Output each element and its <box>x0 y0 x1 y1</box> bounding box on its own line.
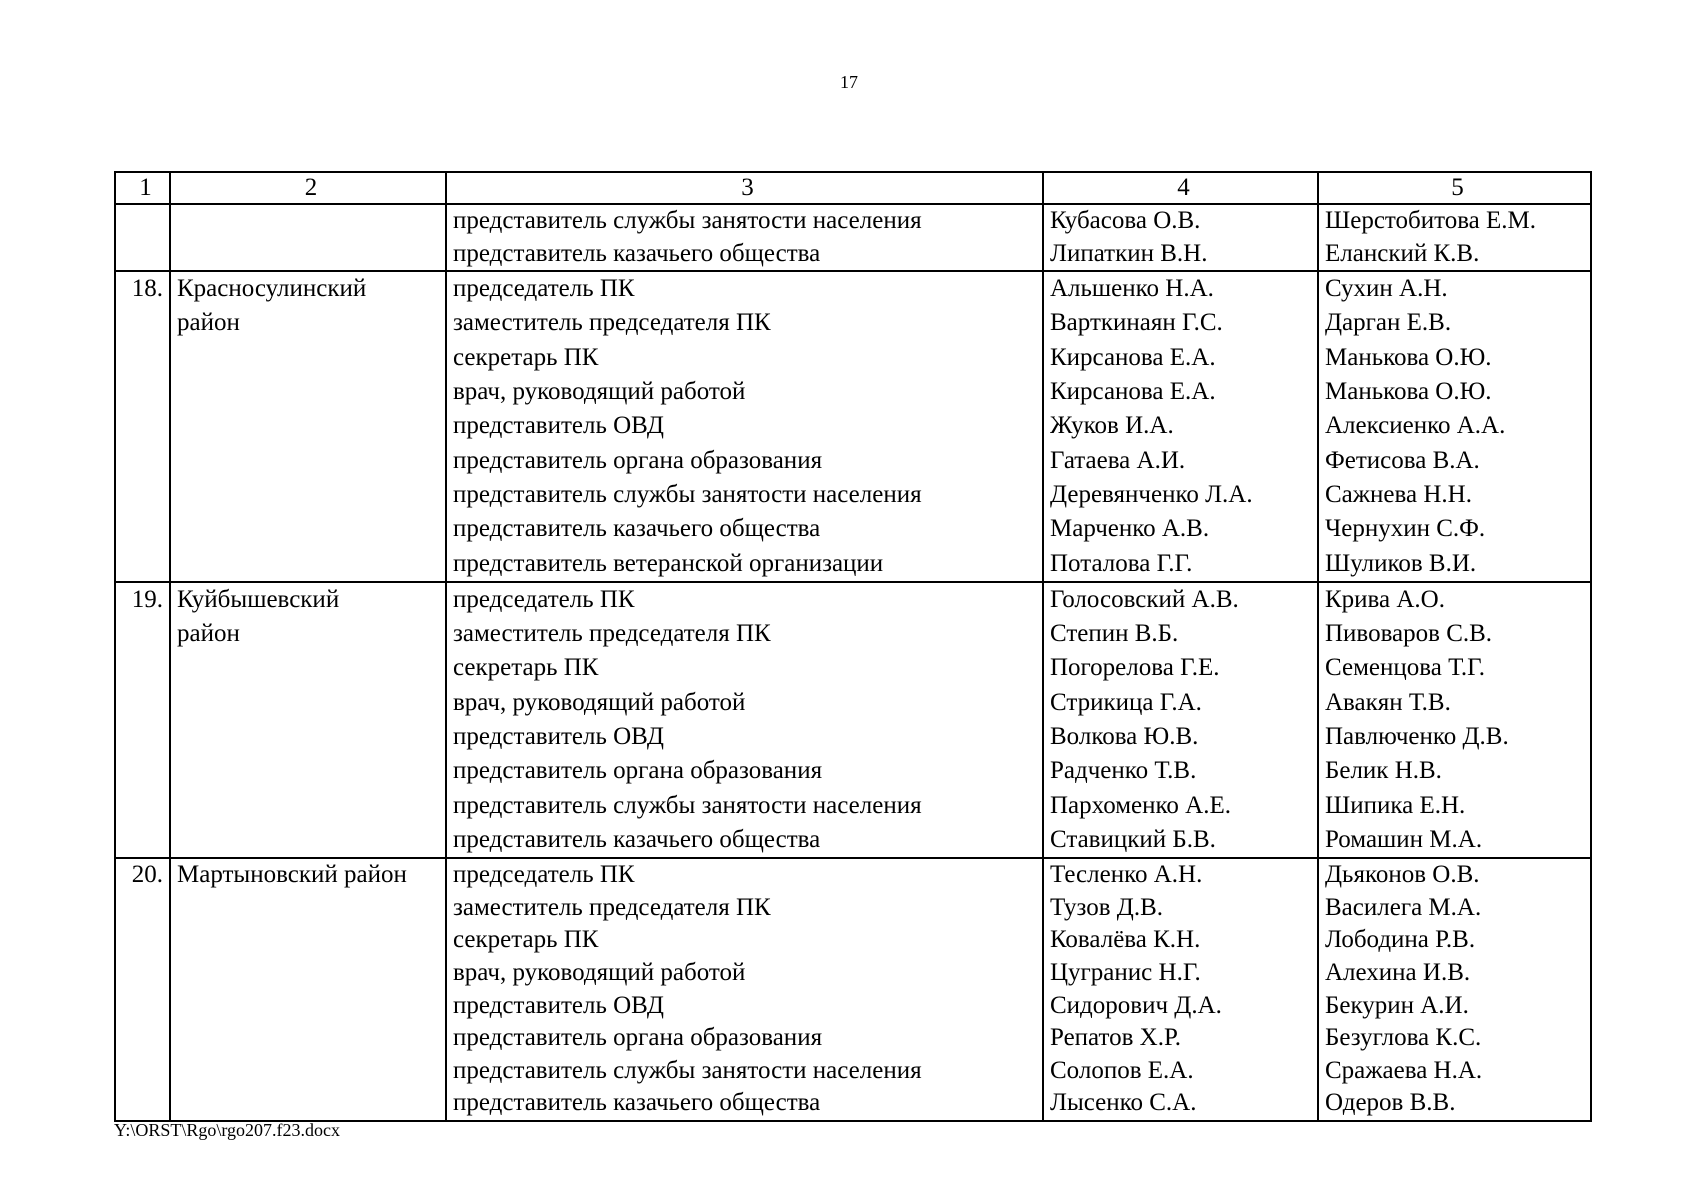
table-row-section-18 <box>115 271 1591 582</box>
column-header-3: 3 <box>446 172 1043 204</box>
roles-cell <box>446 271 1043 582</box>
role-line: заместитель председателя ПК <box>453 620 771 648</box>
reserve-line: Сражаева Н.А. <box>1325 1056 1483 1084</box>
district-line: Мартыновский район <box>177 861 407 889</box>
role-line: врач, руководящий работой <box>453 688 746 716</box>
role-line: председатель ПК <box>453 861 635 889</box>
member-line: Кубасова О.В. <box>1050 207 1201 234</box>
role-line: представитель казачьего общества <box>453 515 821 543</box>
member-line: Кирсанова Е.А. <box>1050 343 1216 371</box>
district-line: район <box>177 620 240 648</box>
reserve-line: Пивоваров С.В. <box>1325 620 1493 648</box>
members-cell <box>1043 271 1318 582</box>
member-line: Липаткин В.Н. <box>1050 239 1208 267</box>
reserves-cell <box>1318 858 1591 1121</box>
district-cell <box>170 858 446 1121</box>
district-cell <box>170 582 446 858</box>
role-line: представитель казачьего общества <box>453 239 821 267</box>
role-line: представитель ОВД <box>453 412 664 440</box>
reserve-line: Сухин А.Н. <box>1325 275 1448 303</box>
reserve-line: Алексиенко А.А. <box>1325 412 1506 440</box>
member-line: Погорелова Г.Е. <box>1050 654 1220 682</box>
reserve-line: Дьяконов О.В. <box>1325 861 1480 889</box>
role-line: представитель ОВД <box>453 723 664 751</box>
member-line: Тесленко А.Н. <box>1050 861 1203 889</box>
role-line: представитель органа образования <box>453 1024 823 1052</box>
reserve-line: Манькова О.Ю. <box>1325 343 1492 371</box>
member-line: Тузов Д.В. <box>1050 893 1164 921</box>
reserve-line: Ромашин М.А. <box>1325 825 1483 853</box>
reserve-line: Лободина Р.В. <box>1325 926 1476 954</box>
column-header-1: 1 <box>115 172 170 204</box>
column-header-2: 2 <box>170 172 446 204</box>
role-line: председатель ПК <box>453 585 635 613</box>
role-line: врач, руководящий работой <box>453 378 746 406</box>
member-line: Радченко Т.В. <box>1050 757 1197 785</box>
member-line: Ставицкий Б.В. <box>1050 825 1216 853</box>
table-row-section-19 <box>115 582 1591 858</box>
role-line: представитель казачьего общества <box>453 825 821 853</box>
row-number-cell: 19. <box>115 582 170 858</box>
member-line: Голосовский А.В. <box>1050 585 1239 613</box>
committee-table <box>114 171 1592 1122</box>
role-line: представитель службы занятости населения <box>453 207 922 234</box>
reserve-line: Безуглова К.С. <box>1325 1024 1482 1052</box>
row-number-cell <box>115 204 170 271</box>
reserve-line: Шерстобитова Е.М. <box>1325 207 1537 234</box>
member-line: Стрикица Г.А. <box>1050 688 1202 716</box>
district-cell <box>170 271 446 582</box>
member-line: Поталова Г.Г. <box>1050 549 1193 577</box>
member-line: Волкова Ю.В. <box>1050 723 1199 751</box>
role-line: заместитель председателя ПК <box>453 309 771 337</box>
row-number-cell: 18. <box>115 271 170 582</box>
row-number-cell: 20. <box>115 858 170 1121</box>
member-line: Цугранис Н.Г. <box>1050 959 1201 987</box>
reserve-line: Фетисова В.А. <box>1325 446 1480 474</box>
reserve-line: Манькова О.Ю. <box>1325 378 1492 406</box>
reserves-cell <box>1318 204 1591 271</box>
reserve-line: Василега М.А. <box>1325 893 1482 921</box>
reserve-line: Павлюченко Д.В. <box>1325 723 1509 751</box>
table-header-row <box>115 172 1591 204</box>
member-line: Лысенко С.А. <box>1050 1089 1197 1117</box>
column-header-4: 4 <box>1043 172 1318 204</box>
district-line: район <box>177 309 240 337</box>
role-line: представитель органа образования <box>453 446 823 474</box>
reserve-line: Еланский К.В. <box>1325 239 1480 267</box>
role-line: представитель органа образования <box>453 757 823 785</box>
member-line: Репатов Х.Р. <box>1050 1024 1181 1052</box>
reserve-line: Авакян Т.В. <box>1325 688 1451 716</box>
member-line: Ковалёва К.Н. <box>1050 926 1201 954</box>
reserve-line: Шипика Е.Н. <box>1325 791 1466 819</box>
role-line: председатель ПК <box>453 275 635 303</box>
reserve-line: Сажнева Н.Н. <box>1325 480 1472 508</box>
column-header-5: 5 <box>1318 172 1591 204</box>
members-cell <box>1043 858 1318 1121</box>
member-line: Степин В.Б. <box>1050 620 1179 648</box>
reserves-cell <box>1318 582 1591 858</box>
member-line: Сидорович Д.А. <box>1050 991 1222 1019</box>
role-line: представитель службы занятости населения <box>453 480 922 508</box>
member-line: Солопов Е.А. <box>1050 1056 1194 1084</box>
member-line: Варткинаян Г.С. <box>1050 309 1223 337</box>
district-line: Куйбышевский <box>177 585 340 613</box>
district-line: Красносулинский <box>177 275 367 303</box>
table-row-section-20 <box>115 858 1591 1121</box>
member-line: Гатаева А.И. <box>1050 446 1186 474</box>
roles-cell <box>446 582 1043 858</box>
reserve-line: Семенцова Т.Г. <box>1325 654 1485 682</box>
member-line: Пархоменко А.Е. <box>1050 791 1231 819</box>
role-line: врач, руководящий работой <box>453 959 746 987</box>
table-row-continuation <box>115 204 1591 271</box>
reserve-line: Крива А.О. <box>1325 585 1445 613</box>
roles-cell <box>446 858 1043 1121</box>
role-line: секретарь ПК <box>453 343 599 371</box>
reserve-line: Одеров В.В. <box>1325 1089 1456 1117</box>
members-cell <box>1043 582 1318 858</box>
district-cell <box>170 204 446 271</box>
role-line: представитель службы занятости населения <box>453 1056 922 1084</box>
reserve-line: Алехина И.В. <box>1325 959 1471 987</box>
member-line: Деревянченко Л.А. <box>1050 480 1253 508</box>
reserve-line: Чернухин С.Ф. <box>1325 515 1486 543</box>
role-line: представитель службы занятости населения <box>453 791 922 819</box>
member-line: Кирсанова Е.А. <box>1050 378 1216 406</box>
reserve-line: Дарган Е.В. <box>1325 309 1452 337</box>
reserve-line: Шуликов В.И. <box>1325 549 1477 577</box>
role-line: заместитель председателя ПК <box>453 893 771 921</box>
member-line: Альшенко Н.А. <box>1050 275 1214 303</box>
member-line: Жуков И.А. <box>1050 412 1174 440</box>
reserve-line: Бекурин А.И. <box>1325 991 1469 1019</box>
member-line: Марченко А.В. <box>1050 515 1210 543</box>
roles-cell <box>446 204 1043 271</box>
role-line: секретарь ПК <box>453 926 599 954</box>
members-cell <box>1043 204 1318 271</box>
reserves-cell <box>1318 271 1591 582</box>
role-line: секретарь ПК <box>453 654 599 682</box>
page-number: 17 <box>840 72 858 92</box>
role-line: представитель казачьего общества <box>453 1089 821 1117</box>
reserve-line: Белик Н.В. <box>1325 757 1442 785</box>
role-line: представитель ОВД <box>453 991 664 1019</box>
role-line: представитель ветеранской организации <box>453 549 884 577</box>
footer-file-path: Y:\ORST\Rgo\rgo207.f23.docx <box>114 1120 341 1140</box>
